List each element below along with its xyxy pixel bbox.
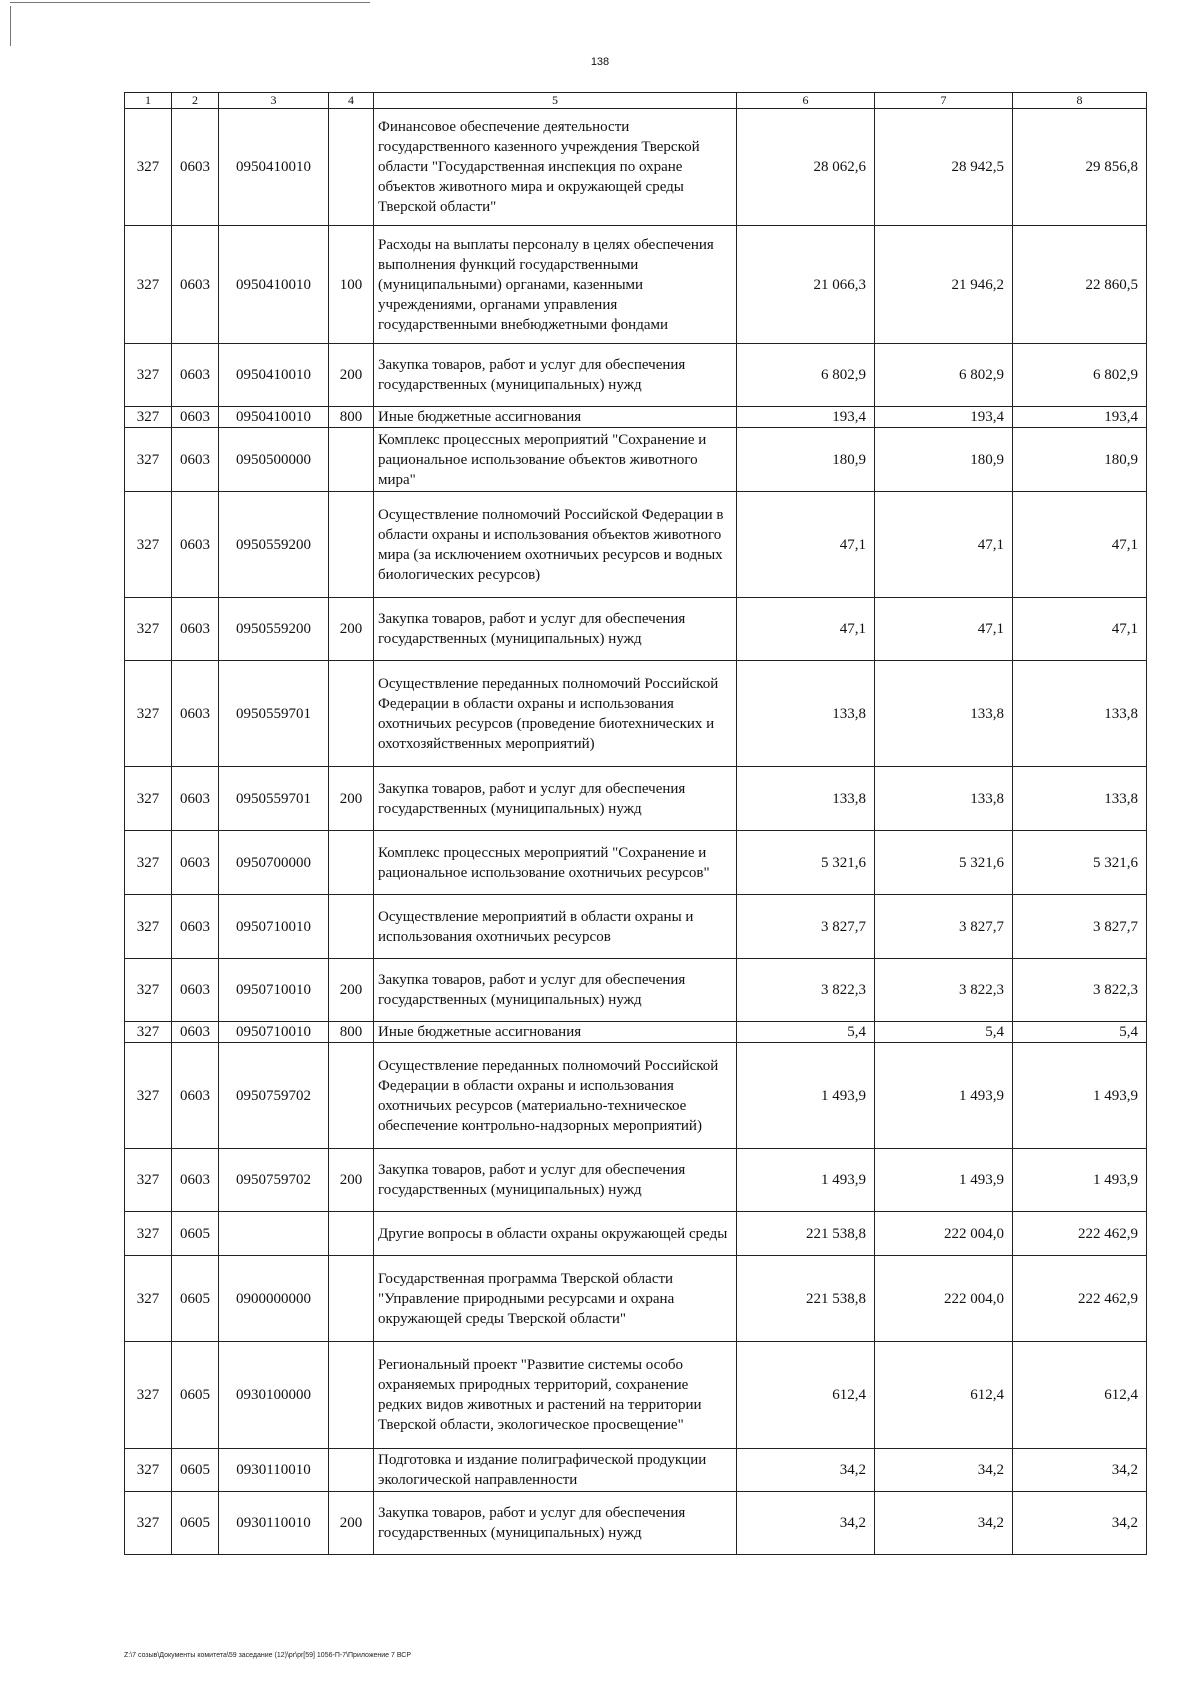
section-code-cell: 0603 bbox=[172, 226, 219, 344]
expense-name-cell: Закупка товаров, работ и услуг для обеспечения государственных (муниципальных) нужд bbox=[374, 598, 737, 661]
amount-year-2-cell: 34,2 bbox=[875, 1492, 1013, 1555]
table-row bbox=[125, 428, 1147, 492]
section-code-cell: 0603 bbox=[172, 407, 219, 428]
amount-year-1-cell: 47,1 bbox=[737, 492, 875, 598]
column-number-8: 8 bbox=[1013, 93, 1147, 109]
expense-name-cell: Комплекс процессных мероприятий "Сохранение и рациональное использование объектов животного мира" bbox=[374, 428, 737, 492]
expense-type-code-cell: 200 bbox=[329, 1492, 374, 1555]
column-number-5: 5 bbox=[374, 93, 737, 109]
section-code-cell: 0603 bbox=[172, 109, 219, 226]
table-row bbox=[125, 959, 1147, 1022]
target-article-code-cell: 0950410010 bbox=[219, 109, 329, 226]
expense-name-cell: Финансовое обеспечение деятельности государственного казенного учреждения Тверской области "Государственная инспекция по охране объектов животного мира и окружающей среды Тверской области" bbox=[374, 109, 737, 226]
amount-year-2-cell: 5,4 bbox=[875, 1022, 1013, 1043]
section-code-cell: 0605 bbox=[172, 1212, 219, 1256]
table-row bbox=[125, 1212, 1147, 1256]
ministry-code-cell: 327 bbox=[125, 109, 172, 226]
expense-name-cell: Государственная программа Тверской области "Управление природными ресурсами и охрана окружающей среды Тверской области" bbox=[374, 1256, 737, 1342]
expense-name-cell: Осуществление мероприятий в области охраны и использования охотничьих ресурсов bbox=[374, 895, 737, 959]
expense-type-code-cell: 800 bbox=[329, 1022, 374, 1043]
ministry-code-cell: 327 bbox=[125, 1022, 172, 1043]
expense-type-code-cell: 200 bbox=[329, 767, 374, 831]
ministry-code-cell: 327 bbox=[125, 1149, 172, 1212]
table-row bbox=[125, 1022, 1147, 1043]
amount-year-1-cell: 180,9 bbox=[737, 428, 875, 492]
amount-year-3-cell: 180,9 bbox=[1013, 428, 1147, 492]
target-article-code-cell: 0950410010 bbox=[219, 226, 329, 344]
page-number: 138 bbox=[590, 56, 610, 68]
amount-year-2-cell: 21 946,2 bbox=[875, 226, 1013, 344]
ministry-code-cell: 327 bbox=[125, 831, 172, 895]
amount-year-1-cell: 3 822,3 bbox=[737, 959, 875, 1022]
amount-year-3-cell: 612,4 bbox=[1013, 1342, 1147, 1449]
amount-year-1-cell: 612,4 bbox=[737, 1342, 875, 1449]
target-article-code-cell bbox=[219, 1212, 329, 1256]
amount-year-3-cell: 5 321,6 bbox=[1013, 831, 1147, 895]
amount-year-3-cell: 133,8 bbox=[1013, 661, 1147, 767]
target-article-code-cell: 0950759702 bbox=[219, 1043, 329, 1149]
amount-year-2-cell: 1 493,9 bbox=[875, 1043, 1013, 1149]
amount-year-2-cell: 3 822,3 bbox=[875, 959, 1013, 1022]
amount-year-3-cell: 1 493,9 bbox=[1013, 1043, 1147, 1149]
ministry-code-cell: 327 bbox=[125, 959, 172, 1022]
ministry-code-cell: 327 bbox=[125, 895, 172, 959]
ministry-code-cell: 327 bbox=[125, 1212, 172, 1256]
column-number-6: 6 bbox=[737, 93, 875, 109]
table-row bbox=[125, 492, 1147, 598]
expense-type-code-cell bbox=[329, 428, 374, 492]
expense-name-cell: Закупка товаров, работ и услуг для обеспечения государственных (муниципальных) нужд bbox=[374, 767, 737, 831]
expense-type-code-cell bbox=[329, 895, 374, 959]
scan-artifact-line bbox=[10, 2, 370, 3]
amount-year-1-cell: 6 802,9 bbox=[737, 344, 875, 407]
table-row bbox=[125, 407, 1147, 428]
target-article-code-cell: 0930110010 bbox=[219, 1449, 329, 1492]
table-row bbox=[125, 831, 1147, 895]
target-article-code-cell: 0950759702 bbox=[219, 1149, 329, 1212]
expense-type-code-cell bbox=[329, 492, 374, 598]
amount-year-2-cell: 47,1 bbox=[875, 598, 1013, 661]
amount-year-1-cell: 221 538,8 bbox=[737, 1212, 875, 1256]
amount-year-1-cell: 5,4 bbox=[737, 1022, 875, 1043]
amount-year-1-cell: 28 062,6 bbox=[737, 109, 875, 226]
expense-type-code-cell: 200 bbox=[329, 344, 374, 407]
scan-artifact-line bbox=[10, 6, 11, 46]
amount-year-3-cell: 3 822,3 bbox=[1013, 959, 1147, 1022]
target-article-code-cell: 0900000000 bbox=[219, 1256, 329, 1342]
section-code-cell: 0605 bbox=[172, 1342, 219, 1449]
expense-name-cell: Подготовка и издание полиграфической продукции экологической направленности bbox=[374, 1449, 737, 1492]
amount-year-1-cell: 193,4 bbox=[737, 407, 875, 428]
table-row bbox=[125, 661, 1147, 767]
section-code-cell: 0603 bbox=[172, 344, 219, 407]
amount-year-1-cell: 133,8 bbox=[737, 767, 875, 831]
expense-name-cell: Закупка товаров, работ и услуг для обеспечения государственных (муниципальных) нужд bbox=[374, 344, 737, 407]
section-code-cell: 0603 bbox=[172, 959, 219, 1022]
table-row bbox=[125, 344, 1147, 407]
target-article-code-cell: 0950710010 bbox=[219, 959, 329, 1022]
table-row bbox=[125, 109, 1147, 226]
column-number-2: 2 bbox=[172, 93, 219, 109]
amount-year-2-cell: 34,2 bbox=[875, 1449, 1013, 1492]
expense-name-cell: Другие вопросы в области охраны окружающей среды bbox=[374, 1212, 737, 1256]
footer-file-path: Z:\7 созыв\Документы комитета\59 заседание (12)\pr\pr[59] 1056-П-7\Приложение 7 ВСР bbox=[124, 1652, 412, 1659]
section-code-cell: 0605 bbox=[172, 1492, 219, 1555]
target-article-code-cell: 0950710010 bbox=[219, 895, 329, 959]
table-row bbox=[125, 1256, 1147, 1342]
amount-year-1-cell: 21 066,3 bbox=[737, 226, 875, 344]
ministry-code-cell: 327 bbox=[125, 767, 172, 831]
expense-name-cell: Закупка товаров, работ и услуг для обеспечения государственных (муниципальных) нужд bbox=[374, 1492, 737, 1555]
target-article-code-cell: 0950500000 bbox=[219, 428, 329, 492]
table-body bbox=[125, 109, 1147, 1555]
amount-year-3-cell: 222 462,9 bbox=[1013, 1212, 1147, 1256]
amount-year-3-cell: 193,4 bbox=[1013, 407, 1147, 428]
expense-type-code-cell: 200 bbox=[329, 1149, 374, 1212]
ministry-code-cell: 327 bbox=[125, 1449, 172, 1492]
amount-year-1-cell: 47,1 bbox=[737, 598, 875, 661]
expense-name-cell: Осуществление полномочий Российской Федерации в области охраны и использования объектов животного мира (за исключением охотничьих ресурсов и водных биологических ресурсов) bbox=[374, 492, 737, 598]
expense-name-cell: Осуществление переданных полномочий Российской Федерации в области охраны и использования охотничьих ресурсов (проведение биотехнических и охотхозяйственных мероприятий) bbox=[374, 661, 737, 767]
amount-year-3-cell: 1 493,9 bbox=[1013, 1149, 1147, 1212]
amount-year-2-cell: 193,4 bbox=[875, 407, 1013, 428]
expense-type-code-cell bbox=[329, 661, 374, 767]
amount-year-1-cell: 221 538,8 bbox=[737, 1256, 875, 1342]
table-row bbox=[125, 1043, 1147, 1149]
target-article-code-cell: 0950559701 bbox=[219, 767, 329, 831]
amount-year-2-cell: 3 827,7 bbox=[875, 895, 1013, 959]
expense-type-code-cell bbox=[329, 1212, 374, 1256]
column-number-row bbox=[125, 93, 1147, 109]
expense-type-code-cell bbox=[329, 1256, 374, 1342]
expense-type-code-cell: 200 bbox=[329, 598, 374, 661]
section-code-cell: 0603 bbox=[172, 598, 219, 661]
amount-year-1-cell: 34,2 bbox=[737, 1449, 875, 1492]
target-article-code-cell: 0930100000 bbox=[219, 1342, 329, 1449]
ministry-code-cell: 327 bbox=[125, 492, 172, 598]
section-code-cell: 0603 bbox=[172, 767, 219, 831]
expense-name-cell: Расходы на выплаты персоналу в целях обеспечения выполнения функций государственными (муниципальными) органами, казенными учреждениями, органами управления государственными внебюджетными фондами bbox=[374, 226, 737, 344]
ministry-code-cell: 327 bbox=[125, 344, 172, 407]
expense-type-code-cell bbox=[329, 831, 374, 895]
section-code-cell: 0603 bbox=[172, 428, 219, 492]
expense-name-cell: Региональный проект "Развитие системы особо охраняемых природных территорий, сохранение редких видов животных и растений на территории Тверской области, экологическое просвещение" bbox=[374, 1342, 737, 1449]
ministry-code-cell: 327 bbox=[125, 1342, 172, 1449]
amount-year-3-cell: 47,1 bbox=[1013, 598, 1147, 661]
amount-year-1-cell: 1 493,9 bbox=[737, 1043, 875, 1149]
amount-year-2-cell: 180,9 bbox=[875, 428, 1013, 492]
amount-year-1-cell: 3 827,7 bbox=[737, 895, 875, 959]
target-article-code-cell: 0950410010 bbox=[219, 344, 329, 407]
amount-year-3-cell: 29 856,8 bbox=[1013, 109, 1147, 226]
section-code-cell: 0605 bbox=[172, 1256, 219, 1342]
ministry-code-cell: 327 bbox=[125, 1492, 172, 1555]
section-code-cell: 0603 bbox=[172, 895, 219, 959]
amount-year-3-cell: 34,2 bbox=[1013, 1449, 1147, 1492]
expense-type-code-cell: 100 bbox=[329, 226, 374, 344]
ministry-code-cell: 327 bbox=[125, 407, 172, 428]
amount-year-1-cell: 1 493,9 bbox=[737, 1149, 875, 1212]
target-article-code-cell: 0950710010 bbox=[219, 1022, 329, 1043]
expense-name-cell: Иные бюджетные ассигнования bbox=[374, 1022, 737, 1043]
expense-type-code-cell bbox=[329, 109, 374, 226]
column-number-7: 7 bbox=[875, 93, 1013, 109]
table-row bbox=[125, 1492, 1147, 1555]
target-article-code-cell: 0950559701 bbox=[219, 661, 329, 767]
amount-year-3-cell: 6 802,9 bbox=[1013, 344, 1147, 407]
amount-year-1-cell: 34,2 bbox=[737, 1492, 875, 1555]
ministry-code-cell: 327 bbox=[125, 1043, 172, 1149]
target-article-code-cell: 0950410010 bbox=[219, 407, 329, 428]
table-row bbox=[125, 598, 1147, 661]
section-code-cell: 0603 bbox=[172, 1043, 219, 1149]
table-row bbox=[125, 1149, 1147, 1212]
amount-year-2-cell: 1 493,9 bbox=[875, 1149, 1013, 1212]
ministry-code-cell: 327 bbox=[125, 1256, 172, 1342]
target-article-code-cell: 0950559200 bbox=[219, 492, 329, 598]
amount-year-3-cell: 5,4 bbox=[1013, 1022, 1147, 1043]
amount-year-3-cell: 34,2 bbox=[1013, 1492, 1147, 1555]
amount-year-2-cell: 6 802,9 bbox=[875, 344, 1013, 407]
amount-year-1-cell: 5 321,6 bbox=[737, 831, 875, 895]
expense-name-cell: Закупка товаров, работ и услуг для обеспечения государственных (муниципальных) нужд bbox=[374, 959, 737, 1022]
amount-year-3-cell: 3 827,7 bbox=[1013, 895, 1147, 959]
amount-year-1-cell: 133,8 bbox=[737, 661, 875, 767]
section-code-cell: 0603 bbox=[172, 492, 219, 598]
target-article-code-cell: 0950559200 bbox=[219, 598, 329, 661]
column-number-1: 1 bbox=[125, 93, 172, 109]
section-code-cell: 0603 bbox=[172, 661, 219, 767]
amount-year-2-cell: 133,8 bbox=[875, 767, 1013, 831]
table-row bbox=[125, 1342, 1147, 1449]
table-row bbox=[125, 767, 1147, 831]
expense-type-code-cell bbox=[329, 1449, 374, 1492]
amount-year-3-cell: 133,8 bbox=[1013, 767, 1147, 831]
expense-name-cell: Осуществление переданных полномочий Российской Федерации в области охраны и использования охотничьих ресурсов (материально-техническое обеспечение контрольно-надзорных мероприятий) bbox=[374, 1043, 737, 1149]
expense-name-cell: Комплекс процессных мероприятий "Сохранение и рациональное использование охотничьих ресурсов" bbox=[374, 831, 737, 895]
ministry-code-cell: 327 bbox=[125, 661, 172, 767]
amount-year-3-cell: 47,1 bbox=[1013, 492, 1147, 598]
expense-type-code-cell bbox=[329, 1043, 374, 1149]
ministry-code-cell: 327 bbox=[125, 226, 172, 344]
expense-type-code-cell: 800 bbox=[329, 407, 374, 428]
expense-type-code-cell bbox=[329, 1342, 374, 1449]
target-article-code-cell: 0950700000 bbox=[219, 831, 329, 895]
amount-year-2-cell: 133,8 bbox=[875, 661, 1013, 767]
section-code-cell: 0603 bbox=[172, 1149, 219, 1212]
table-row bbox=[125, 895, 1147, 959]
column-number-4: 4 bbox=[329, 93, 374, 109]
amount-year-2-cell: 612,4 bbox=[875, 1342, 1013, 1449]
amount-year-2-cell: 5 321,6 bbox=[875, 831, 1013, 895]
section-code-cell: 0603 bbox=[172, 831, 219, 895]
column-number-3: 3 bbox=[219, 93, 329, 109]
amount-year-2-cell: 47,1 bbox=[875, 492, 1013, 598]
amount-year-3-cell: 22 860,5 bbox=[1013, 226, 1147, 344]
budget-table bbox=[124, 92, 1147, 1555]
ministry-code-cell: 327 bbox=[125, 428, 172, 492]
table-row bbox=[125, 1449, 1147, 1492]
target-article-code-cell: 0930110010 bbox=[219, 1492, 329, 1555]
ministry-code-cell: 327 bbox=[125, 598, 172, 661]
amount-year-2-cell: 222 004,0 bbox=[875, 1256, 1013, 1342]
expense-name-cell: Закупка товаров, работ и услуг для обеспечения государственных (муниципальных) нужд bbox=[374, 1149, 737, 1212]
section-code-cell: 0603 bbox=[172, 1022, 219, 1043]
amount-year-2-cell: 222 004,0 bbox=[875, 1212, 1013, 1256]
expense-name-cell: Иные бюджетные ассигнования bbox=[374, 407, 737, 428]
table-row bbox=[125, 226, 1147, 344]
section-code-cell: 0605 bbox=[172, 1449, 219, 1492]
amount-year-2-cell: 28 942,5 bbox=[875, 109, 1013, 226]
expense-type-code-cell: 200 bbox=[329, 959, 374, 1022]
amount-year-3-cell: 222 462,9 bbox=[1013, 1256, 1147, 1342]
